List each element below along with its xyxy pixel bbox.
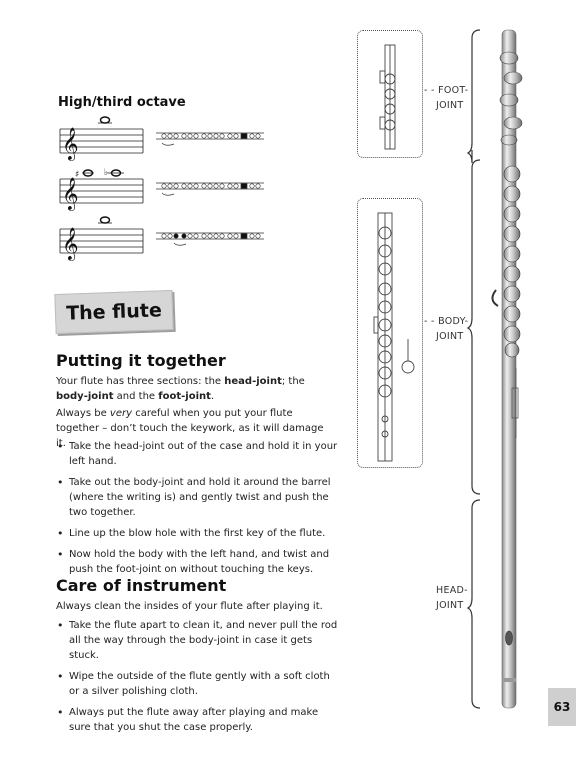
list-item: • Take out the body-joint and hold it around the barrel (where the writing is) and gently twist and push the two together. [56,475,341,520]
flute-title-box [54,290,173,334]
caution-lead: Always be [56,408,110,419]
fingering-row [58,165,268,215]
body-joint-illustration [358,199,424,469]
page-number: 63 [553,700,571,714]
care-steps-list [56,618,341,741]
intro-text: . [210,391,215,402]
octave-heading: High/third octave [58,95,186,110]
foot-label-text: FOOT- [438,85,469,96]
body-joint-detail-box [357,198,423,468]
list-item: • Take the head-joint out of the case and hold it in your left hand. [56,439,341,469]
svg-text:𝄞: 𝄞 [62,227,79,260]
svg-text:♯: ♯ [75,170,80,180]
foot-joint-detail-box [357,30,423,158]
foot-label-line2: JOINT [436,100,464,111]
assembly-steps-list [56,439,341,583]
body-label-line1: - - BODY- [424,316,469,327]
list-item: • Now hold the body with the left hand, and twist and push the foot-joint on without touching the keys. [56,547,341,577]
foot-label-line1: - - FOOT- [424,85,469,96]
intro-text: ; the [281,376,305,387]
fingering-row [58,115,268,165]
body-label-line2: JOINT [436,331,464,342]
intro-head-joint: head-joint [224,376,282,387]
fingering-row [58,215,268,265]
intro-text: and the [113,391,159,402]
caution-emphasis: very [109,408,133,419]
body-joint-label [424,314,468,344]
svg-text:𝄞: 𝄞 [62,127,79,160]
svg-text:𝄞: 𝄞 [62,177,79,210]
head-label-line1: HEAD- [436,585,468,596]
head-label-line2: JOINT [436,600,464,611]
putting-together-intro [56,374,336,404]
list-item: • Line up the blow hole with the first key of the flute. [56,526,341,541]
foot-joint-illustration [358,31,424,159]
svg-text:♭: ♭ [104,168,109,178]
body-label-text: BODY- [438,316,469,327]
intro-foot-joint: foot-joint [158,391,211,402]
staff-notation [58,215,268,265]
flute-illustration [464,28,544,713]
intro-body-joint: body-joint [56,391,114,402]
flute-title: The flute [65,299,163,325]
section-brackets [468,30,480,708]
putting-together-heading: Putting it together [56,351,226,370]
care-heading: Care of instrument [56,576,227,595]
foot-joint-label [424,83,468,113]
caution-rest: careful when you put your flute together – don’t touch the keywork, as it will damage it. [56,408,324,449]
care-intro: Always clean the insides of your flute after playing it. [56,601,323,612]
list-item: • Wipe the outside of the flute gently with a soft cloth or a silver polishing cloth. [56,669,341,699]
staff-notation [58,115,268,165]
list-item: • Always put the flute away after playing and make sure that you shut the case properly. [56,705,341,735]
staff-notation [58,165,268,215]
list-item: • Take the flute apart to clean it, and never pull the rod all the way through the body-joint in case it gets stuck. [56,618,341,663]
page-number-box [548,688,576,726]
intro-text: Your flute has three sections: the [56,376,225,387]
